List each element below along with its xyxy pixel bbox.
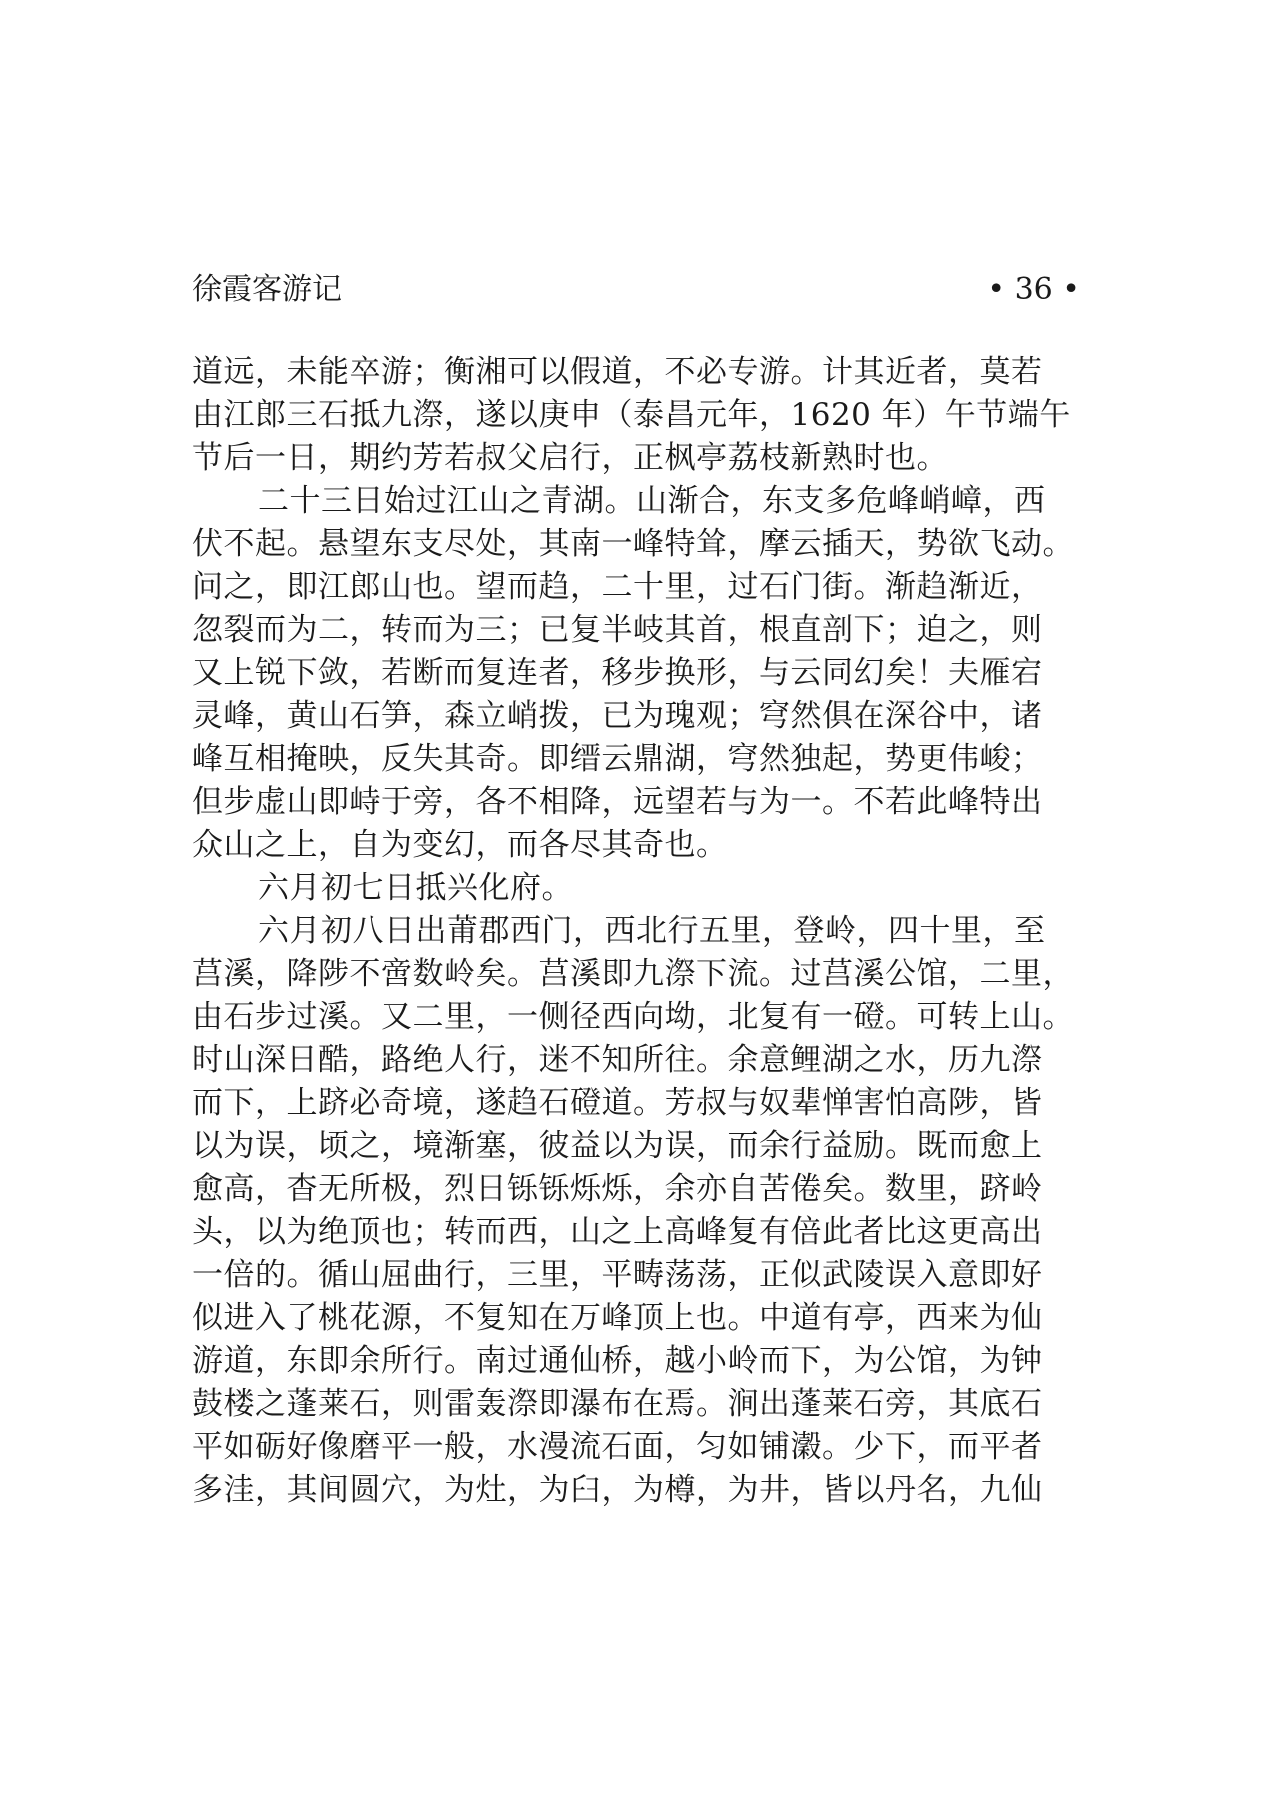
text-line: 游道，东即余所行。南过通仙桥，越小岭而下，为公馆，为钟 [192, 1343, 1043, 1379]
paragraph-start-line: 六月初八日出莆郡西门，西北行五里，登岭，四十里，至 [258, 913, 1046, 949]
text-line: 而下，上跻必奇境，遂趋石磴道。芳叔与奴辈惮害怕高陟，皆 [192, 1085, 1043, 1121]
text-line: 灵峰，黄山石笋，森立峭拨，已为瑰观；穹然俱在深谷中，诸 [192, 698, 1043, 734]
text-line: 伏不起。悬望东支尽处，其南一峰特耸，摩云插天，势欲飞动。 [192, 526, 1074, 562]
page-header [192, 268, 1080, 312]
body-text [192, 351, 1092, 1512]
text-line: 似进入了桃花源，不复知在万峰顶上也。中道有亭，西来为仙 [192, 1300, 1043, 1336]
text-line: 由石步过溪。又二里，一侧径西向坳，北复有一磴。可转上山。 [192, 999, 1074, 1035]
text-line: 由江郎三石抵九漈，遂以庚申（泰昌元年，1620 年）午节端午 [192, 397, 1071, 433]
book-title: 徐霞客游记 [192, 272, 342, 307]
text-line: 时山深日酷，路绝人行，迷不知所往。余意鲤湖之水，历九漈 [192, 1042, 1043, 1078]
text-line: 但步虚山即峙于旁，各不相降，远望若与为一。不若此峰特出 [192, 784, 1043, 820]
text-line: 多洼，其间圆穴，为灶，为臼，为樽，为井，皆以丹名，九仙 [192, 1472, 1043, 1508]
text-line: 众山之上，自为变幻，而各尽其奇也。 [192, 827, 728, 863]
paragraph-start-line: 六月初七日抵兴化府。 [258, 870, 573, 906]
page-number: • 36 • [987, 272, 1080, 307]
text-line: 平如砺好像磨平一般，水漫流石面，匀如铺瀔。少下，而平者 [192, 1429, 1043, 1465]
paragraph-start-line: 二十三日始过江山之青湖。山渐合，东支多危峰峭嶂，西 [258, 483, 1046, 519]
text-line: 道远，未能卒游；衡湘可以假道，不必专游。计其近者，莫若 [192, 354, 1043, 390]
text-line: 又上锐下敛，若断而复连者，移步换形，与云同幻矣！夫雁宕 [192, 655, 1043, 691]
text-line: 愈高，杳无所极，烈日铄铄烁烁，余亦自苦倦矣。数里，跻岭 [192, 1171, 1043, 1207]
text-line: 忽裂而为二，转而为三；已复半岐其首，根直剖下；迫之，则 [192, 612, 1043, 648]
text-line: 鼓楼之蓬莱石，则雷轰漈即瀑布在焉。涧出蓬莱石旁，其底石 [192, 1386, 1043, 1422]
text-line: 峰互相掩映，反失其奇。即缙云鼎湖，穹然独起，势更伟峻； [192, 741, 1043, 777]
text-line: 以为误，顷之，境渐塞，彼益以为误，而余行益励。既而愈上 [192, 1128, 1043, 1164]
text-line: 莒溪，降陟不啻数岭矣。莒溪即九漈下流。过莒溪公馆，二里， [192, 956, 1074, 992]
text-line: 一倍的。循山屈曲行，三里，平畴荡荡，正似武陵误入意即好 [192, 1257, 1043, 1293]
text-line: 头，以为绝顶也；转而西，山之上高峰复有倍此者比这更高出 [192, 1214, 1043, 1250]
text-line: 节后一日，期约芳若叔父启行，正枫亭荔枝新熟时也。 [192, 440, 948, 476]
text-line: 问之，即江郎山也。望而趋，二十里，过石门街。渐趋渐近， [192, 569, 1043, 605]
